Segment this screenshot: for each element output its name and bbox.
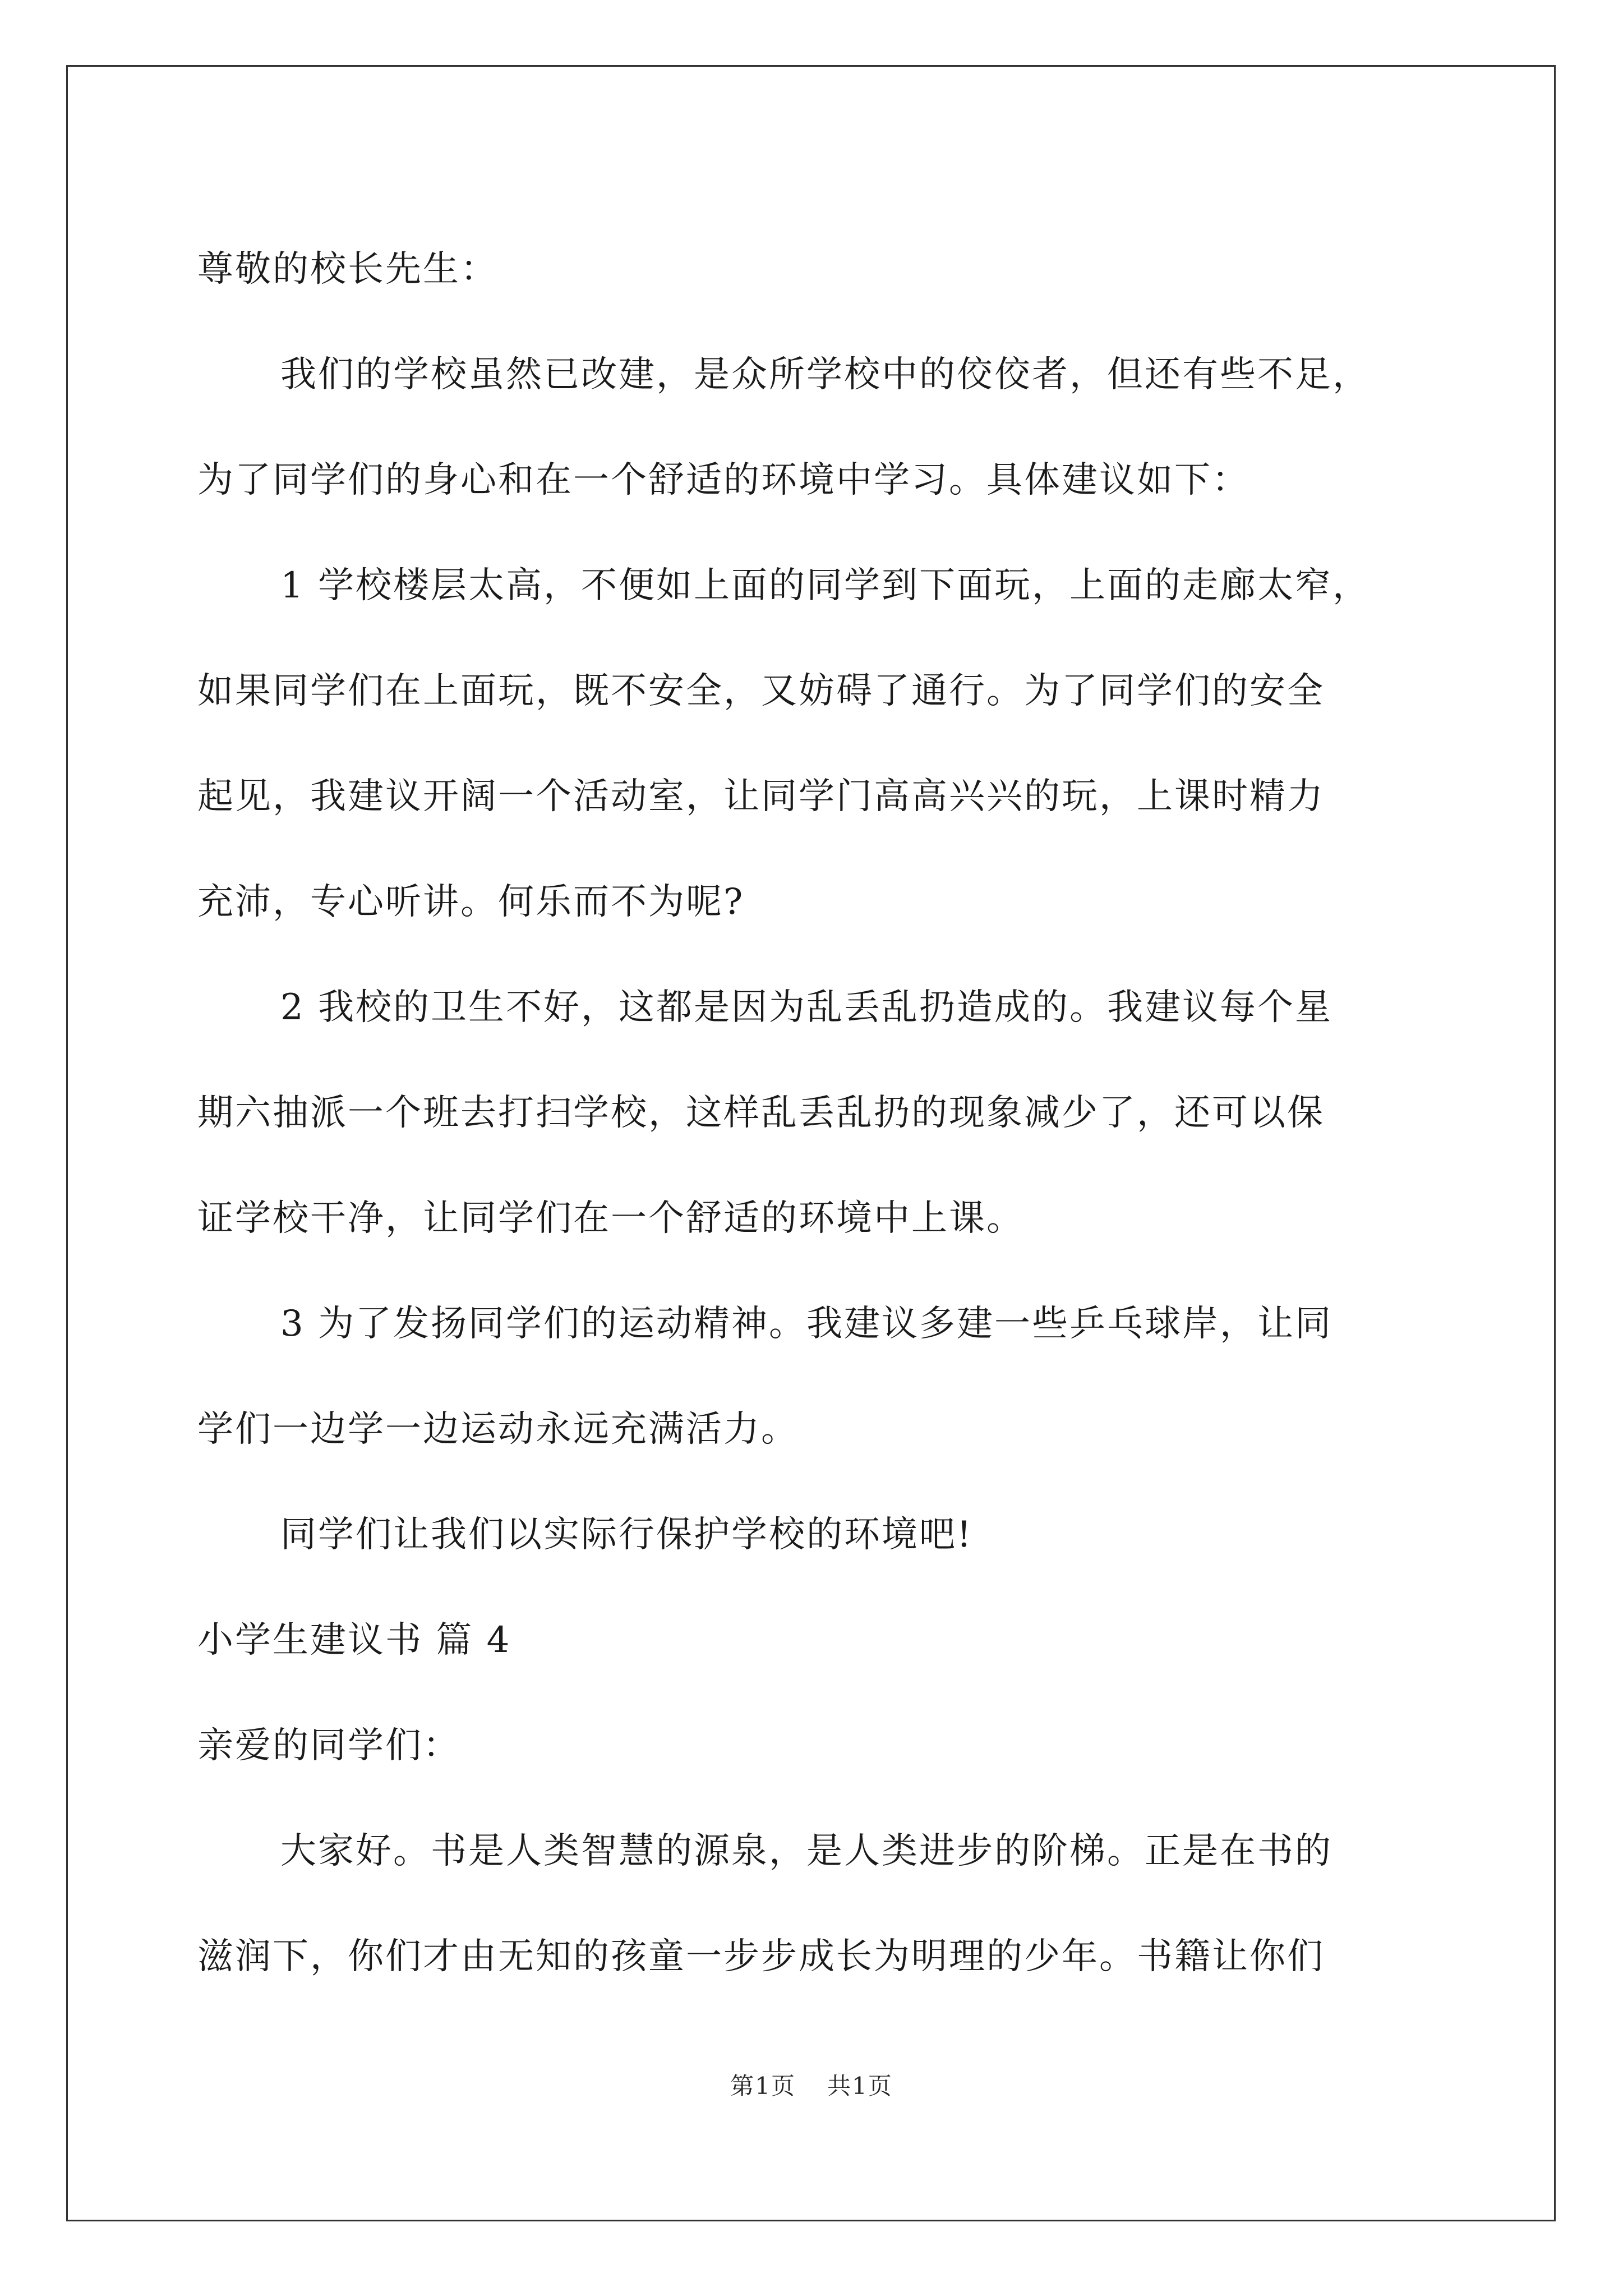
section-heading: 小学生建议书 篇 4 xyxy=(197,1619,511,1661)
paragraph-line: 期六抽派一个班去打扫学校，这样乱丢乱扔的现象减少了，还可以保 xyxy=(197,1092,1325,1134)
page-number-total: 共1页 xyxy=(827,2072,893,2100)
paragraph-line: 同学们让我们以实际行保护学校的环境吧! xyxy=(280,1514,973,1556)
salutation-students: 亲爱的同学们： xyxy=(197,1725,460,1766)
salutation-principal: 尊敬的校长先生： xyxy=(197,249,498,290)
page-number-current: 第1页 xyxy=(730,2072,796,2100)
paragraph-line: 我们的学校虽然已改建，是众所学校中的佼佼者，但还有些不足， xyxy=(280,354,1370,395)
paragraph-line: 如果同学们在上面玩，既不安全，又妨碍了通行。为了同学们的安全 xyxy=(197,670,1325,712)
paragraph-line: 1 学校楼层太高，不便如上面的同学到下面玩，上面的走廊太窄， xyxy=(280,565,1371,606)
paragraph-line: 3 为了发扬同学们的运动精神。我建议多建一些乒乓球岸，让同 xyxy=(280,1303,1333,1345)
document-body xyxy=(197,217,1426,2009)
paragraph-line: 充沛，专心听讲。何乐而不为呢? xyxy=(197,881,745,923)
paragraph-line: 学们一边学一边运动永远充满活力。 xyxy=(197,1409,799,1450)
page-footer xyxy=(0,2068,1623,2101)
paragraph-line: 2 我校的卫生不好，这都是因为乱丢乱扔造成的。我建议每个星 xyxy=(280,987,1333,1028)
paragraph-line: 起见，我建议开阔一个活动室，让同学门高高兴兴的玩，上课时精力 xyxy=(197,776,1325,817)
paragraph-line: 为了同学们的身心和在一个舒适的环境中学习。具体建议如下： xyxy=(197,459,1249,501)
paragraph-line: 滋润下，你们才由无知的孩童一步步成长为明理的少年。书籍让你们 xyxy=(197,1936,1325,1977)
paragraph-line: 大家好。书是人类智慧的源泉，是人类进步的阶梯。正是在书的 xyxy=(280,1830,1332,1872)
paragraph-line: 证学校干净，让同学们在一个舒适的环境中上课。 xyxy=(197,1198,1024,1239)
